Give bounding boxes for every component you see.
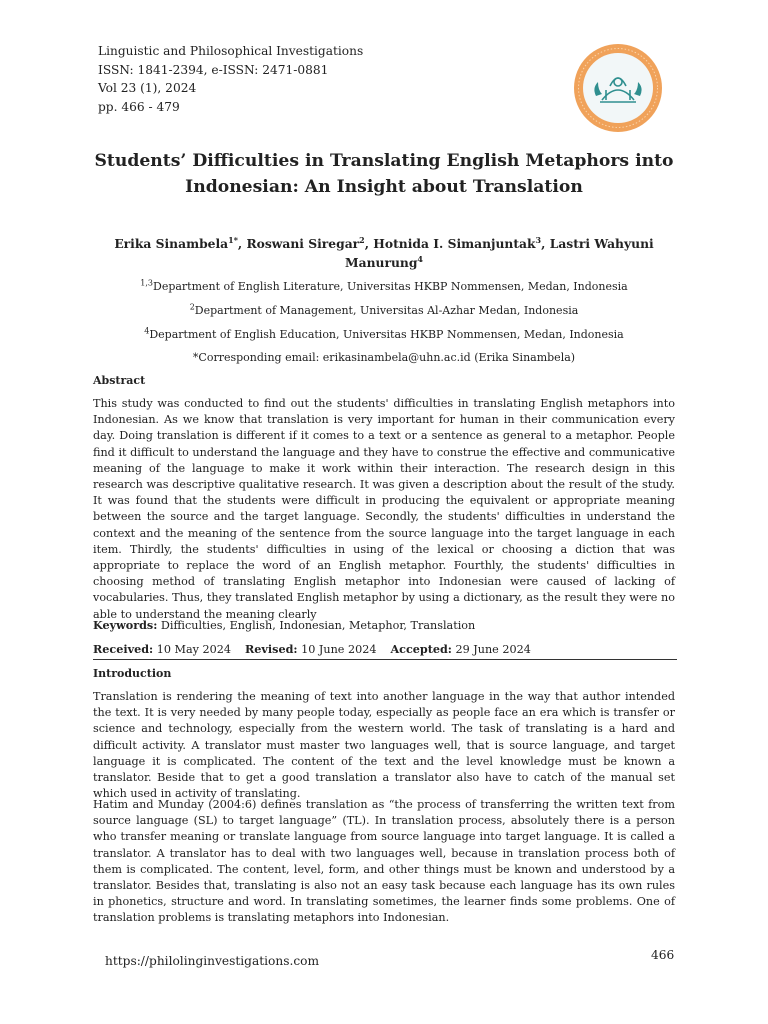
keywords	[93, 618, 475, 632]
affiliation-mark: 4	[144, 326, 150, 336]
affiliation-line	[60, 304, 708, 318]
keywords-label: Keywords:	[93, 618, 158, 632]
abstract-heading: Abstract	[93, 374, 146, 387]
journal-name: Linguistic and Philosophical Investigations	[98, 44, 364, 58]
page-number: 466	[651, 948, 675, 962]
received-date: 10 May 2024	[153, 643, 231, 656]
accepted-label: Accepted:	[390, 642, 452, 656]
introduction-paragraph: Hatim and Munday (2004:6) defines translation as “the process of transferring the written text from source language (SL) to target language” (TL). In translation process, absolutely there is a person who transfer meaning or translate language from source language into target language. It is called a translator. A translator has to deal with two languages well, because in translation process both of them is complicated. The content, level, form, and other things must be known and understood by a translator. Besides that, translating is also not an easy task because each language has its own rules in phonetics, structure and word. In translating sometimes, the learner finds some problems. One of translation problems is translating metaphors into Indonesian.	[93, 798, 675, 925]
journal-pages: pp. 466 - 479	[98, 99, 180, 114]
journal-volume: Vol 23 (1), 2024	[98, 81, 197, 95]
introduction-heading: Introduction	[93, 667, 172, 680]
author-name: Erika Sinambela	[114, 236, 229, 251]
journal-issn: ISSN: 1841-2394, e-ISSN: 2471-0881	[98, 62, 329, 77]
journal-seal-logo	[572, 42, 664, 134]
section-divider	[93, 659, 677, 660]
revised-label: Revised:	[245, 642, 298, 656]
submission-dates	[93, 642, 531, 656]
abstract-text: This study was conducted to find out the students' difficulties in translating English metaphors into Indonesian. As we know that translation is very important for human in their communication every day. Doing translation is different if it comes to a text or a sentence as general to a metaphor. People find it difficult to understand the language and they have to construe the effective and communicative meaning of the language to make it work within their interaction. The research design in this research was descriptive qualitative research. It was given a description about the result of the study. It was found that the students were difficult in producing the equivalent or appropriate meaning between the source and the target language. Secondly, the students' difficulties in understand the context and the meaning of the sentence from the source language into the target language in each item. Thirdly, the students' difficulties in using of the lexical or choosing a diction that was appropriate to replace the word of an English metaphor. Fourthly, the students' difficulties in choosing method of translating English metaphor into Indonesian were caused of lacking of vocabularies. Thus, they translated English metaphor by using a dictionary, as the result they were no able to understand the meaning clearly	[93, 397, 675, 621]
keywords-value: Difficulties, English, Indonesian, Metaphor, Translation	[157, 619, 476, 632]
affiliation-mark: 2	[189, 302, 195, 312]
affiliation-text: Department of English Education, Universitas HKBP Nommensen, Medan, Indonesia	[149, 328, 624, 341]
paper-title: Students’ Difficulties in Translating English Metaphors into Indonesian: An Insight about Translation	[94, 151, 674, 197]
author-list: Erika Sinambela$^{1*}$, Roswani Siregar$^2$, Hotnida I. Simanjuntak$^3$, Lastri Wahyuni Manurung$^4$	[114, 234, 654, 270]
introduction-paragraph: Translation is rendering the meaning of text into another language in the way that author intended the text. It is very needed by many people today, especially as people face an era which is transfer or science and technology, especially from the western world. The task of translating is a hard and difficult activity. A translator must master two languages well, that is source language, and target language it is complicated. The content of the text and the level knowledge must be known a translator. Beside that to get a good translation a translator also have to catch of the manual set which used in activity of translating.	[93, 690, 675, 801]
affiliation-mark: 1,3	[140, 278, 153, 288]
author-affiliation-mark: 4	[417, 253, 423, 264]
author-affiliation-mark: 2	[359, 234, 365, 245]
affiliation-text: Department of English Literature, Universitas HKBP Nommensen, Medan, Indonesia	[153, 280, 628, 293]
accepted-date: 29 June 2024	[451, 643, 531, 656]
corresponding-email: *Corresponding email: erikasinambela@uhn.ac.id (Erika Sinambela)	[192, 351, 576, 364]
received-label: Received:	[93, 642, 154, 656]
footer-url-link[interactable]: https://philolinginvestigations.com	[105, 954, 320, 968]
affiliation-line	[60, 280, 708, 294]
author-affiliation-mark: 3	[535, 234, 542, 245]
author-name: Hotnida I. Simanjuntak	[373, 236, 536, 251]
affiliation-line	[60, 328, 708, 342]
author-name: Roswani Siregar	[246, 236, 360, 251]
journal-info	[98, 42, 363, 116]
author-name: Lastri Wahyuni Manurung	[345, 236, 654, 270]
revised-date: 10 June 2024	[297, 643, 377, 656]
author-affiliation-mark: 1*	[228, 234, 238, 245]
affiliation-text: Department of Management, Universitas Al-Azhar Medan, Indonesia	[194, 304, 579, 317]
